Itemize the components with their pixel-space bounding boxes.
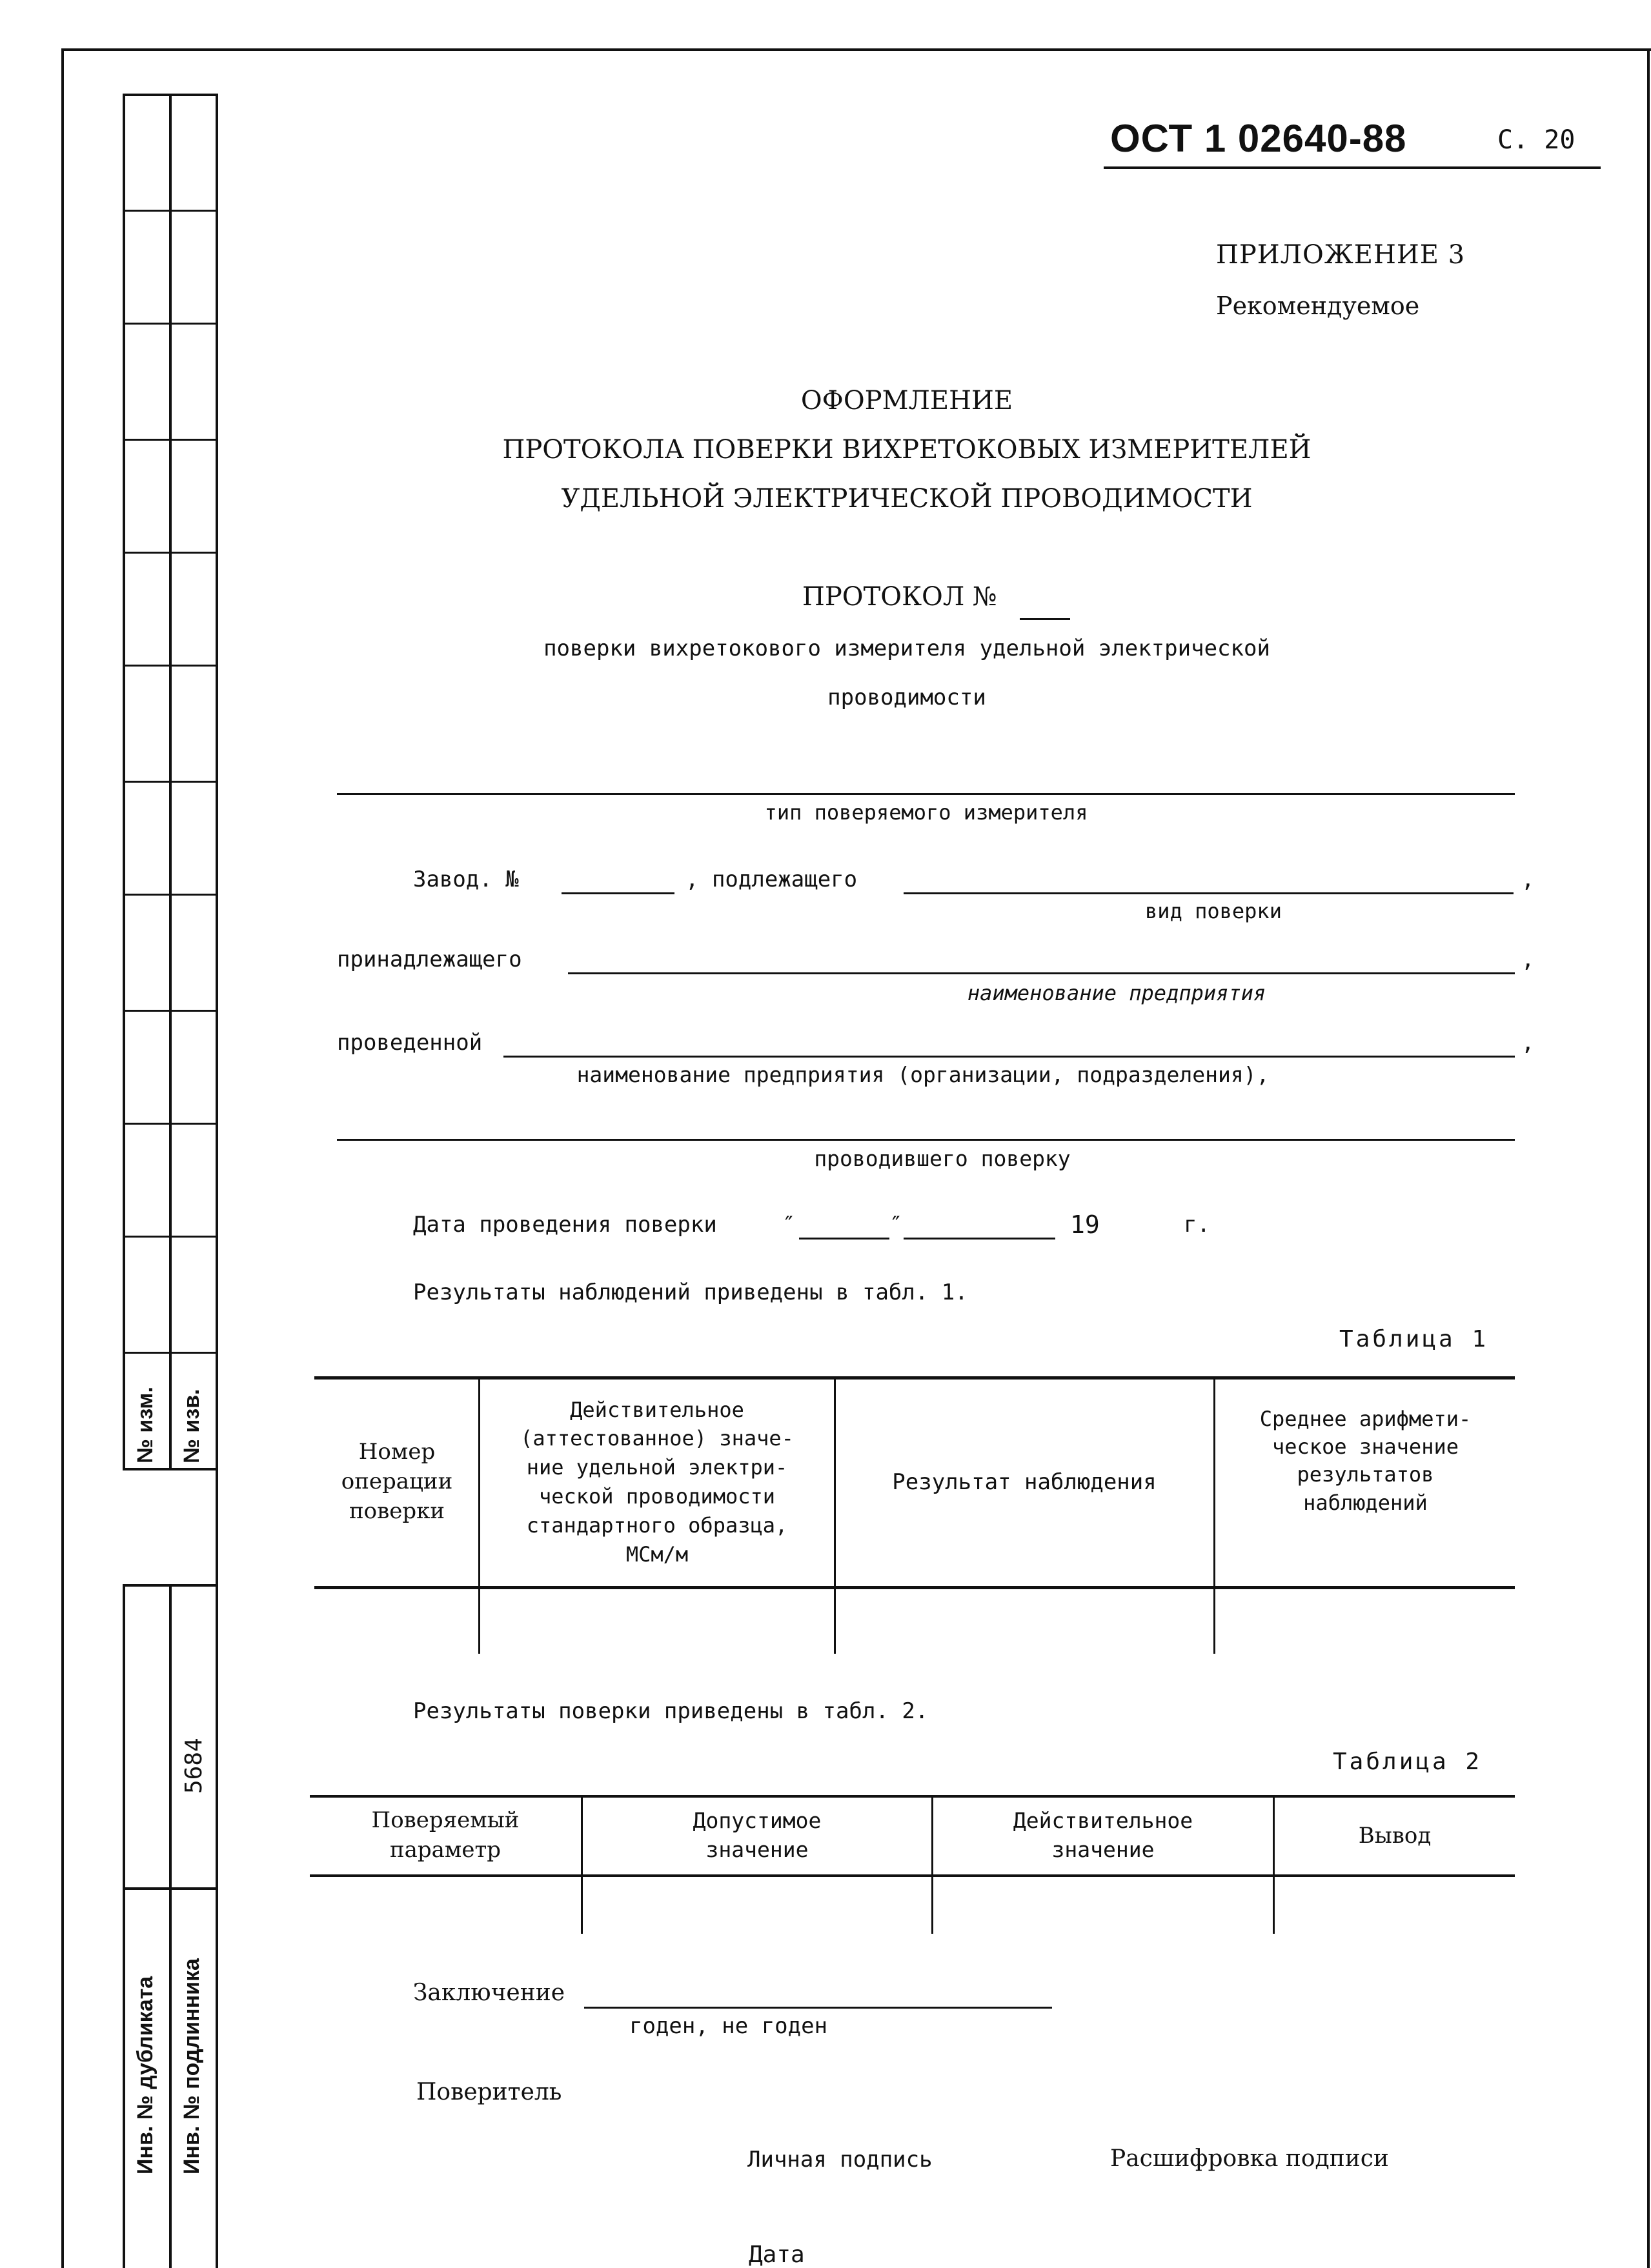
table1-header-operation: Номер операции поверки: [341, 1439, 453, 1524]
sidebar-duplicate-no: Инв. № дубликата: [133, 1976, 157, 2174]
sidebar-change-no: № изм.: [133, 1387, 157, 1463]
heading-line2: ПРОТОКОЛА ПОВЕРКИ ВИХРЕТОКОВЫХ ИЗМЕРИТЕЛЕЙ: [502, 435, 1312, 465]
date-caption: Дата: [749, 2242, 805, 2268]
table2-caption: Таблица 2: [1333, 1749, 1483, 1775]
conductor-blank[interactable]: [337, 1139, 1515, 1141]
organization-blank[interactable]: [503, 1056, 1515, 1058]
page-number: С. 20: [1497, 125, 1575, 155]
belonging-label: принадлежащего: [337, 947, 522, 972]
protocol-subtitle2: проводимости: [827, 685, 986, 710]
table1-header-mean: Среднее арифмети- ческое значение результатов наблюдений: [1259, 1407, 1472, 1515]
organization-caption: наименование предприятия (организации, подразделения),: [576, 1062, 1270, 1087]
heading-line1: ОФОРМЛЕНИЕ: [800, 386, 1013, 416]
meter-type-caption: тип поверяемого измерителя: [764, 800, 1088, 825]
conclusion-caption: годен, не годен: [629, 2013, 828, 2039]
verification-type-blank[interactable]: [904, 892, 1514, 894]
table2-header-allowed: Допустимое значение: [693, 1808, 822, 1862]
table1-header-observation: Результат наблюдения: [892, 1469, 1157, 1495]
sidebar-notice-no: № изв.: [179, 1389, 204, 1463]
signature-caption: Личная подпись: [747, 2147, 933, 2173]
date-year-prefix: 19: [1070, 1210, 1100, 1239]
date-month-blank[interactable]: [904, 1238, 1055, 1239]
decode-caption: Расшифровка подписи: [1110, 2145, 1389, 2172]
standard-code: ОСТ 1 02640-88: [1110, 117, 1407, 160]
heading-line3: УДЕЛЬНОЙ ЭЛЕКТРИЧЕСКОЙ ПРОВОДИМОСТИ: [561, 484, 1253, 514]
enterprise-blank[interactable]: [568, 972, 1515, 974]
factory-no-blank[interactable]: [562, 892, 674, 894]
comma-3: ,: [1521, 1030, 1535, 1056]
date-label: Дата проведения поверки: [413, 1212, 717, 1238]
conclusion-label: Заключение: [413, 1980, 565, 2006]
verification-type-caption: вид поверки: [1145, 899, 1282, 923]
conclusion-blank[interactable]: [584, 2007, 1052, 2009]
protocol-number-blank: [1020, 618, 1070, 620]
table2-header-parameter: Поверяемый параметр: [371, 1807, 520, 1863]
table2-intro: Результаты поверки приведены в табл. 2.: [413, 1698, 929, 1724]
date-quote-close: ″: [889, 1212, 903, 1238]
comma-1: ,: [1521, 867, 1535, 892]
table1-caption: Таблица 1: [1339, 1326, 1489, 1352]
subject-label: , подлежащего: [685, 867, 858, 892]
appendix-title: ПРИЛОЖЕНИЕ 3: [1216, 240, 1466, 270]
appendix-status: Рекомендуемое: [1216, 292, 1420, 320]
sidebar-original-no: Инв. № подлинника: [179, 1958, 204, 2174]
frame-right-border: [1647, 48, 1650, 2268]
table2-header-actual: Действительное значение: [1013, 1808, 1193, 1862]
frame-left-border: [61, 48, 64, 2268]
table1-intro: Результаты наблюдений приведены в табл. 1.: [413, 1280, 968, 1305]
conducted-label: проведенной: [337, 1030, 483, 1056]
frame-top-border: [61, 48, 1651, 51]
date-day-blank[interactable]: [799, 1238, 889, 1239]
date-year-suffix: г.: [1184, 1212, 1210, 1238]
table1-header-reference-value: Действительное (аттестованное) значе- ние удельной электри- ческой проводимости стандартного образца, МСм/м: [520, 1397, 794, 1567]
meter-type-blank[interactable]: [337, 793, 1515, 795]
conductor-caption: проводившего поверку: [814, 1146, 1071, 1171]
protocol-subtitle1: поверки вихретокового измерителя удельной электрической: [543, 636, 1270, 661]
date-quote-open: ″: [782, 1212, 796, 1238]
factory-no-label: Завод. №: [413, 867, 519, 892]
comma-2: ,: [1521, 947, 1535, 972]
verifier-label: Поверитель: [416, 2079, 562, 2105]
enterprise-caption: наименование предприятия: [967, 981, 1266, 1005]
header-underline: [1104, 166, 1601, 169]
table2-header-verdict: Вывод: [1358, 1823, 1432, 1849]
sidebar-original-value: 5684: [181, 1738, 207, 1794]
protocol-title: ПРОТОКОЛ №: [802, 582, 997, 612]
